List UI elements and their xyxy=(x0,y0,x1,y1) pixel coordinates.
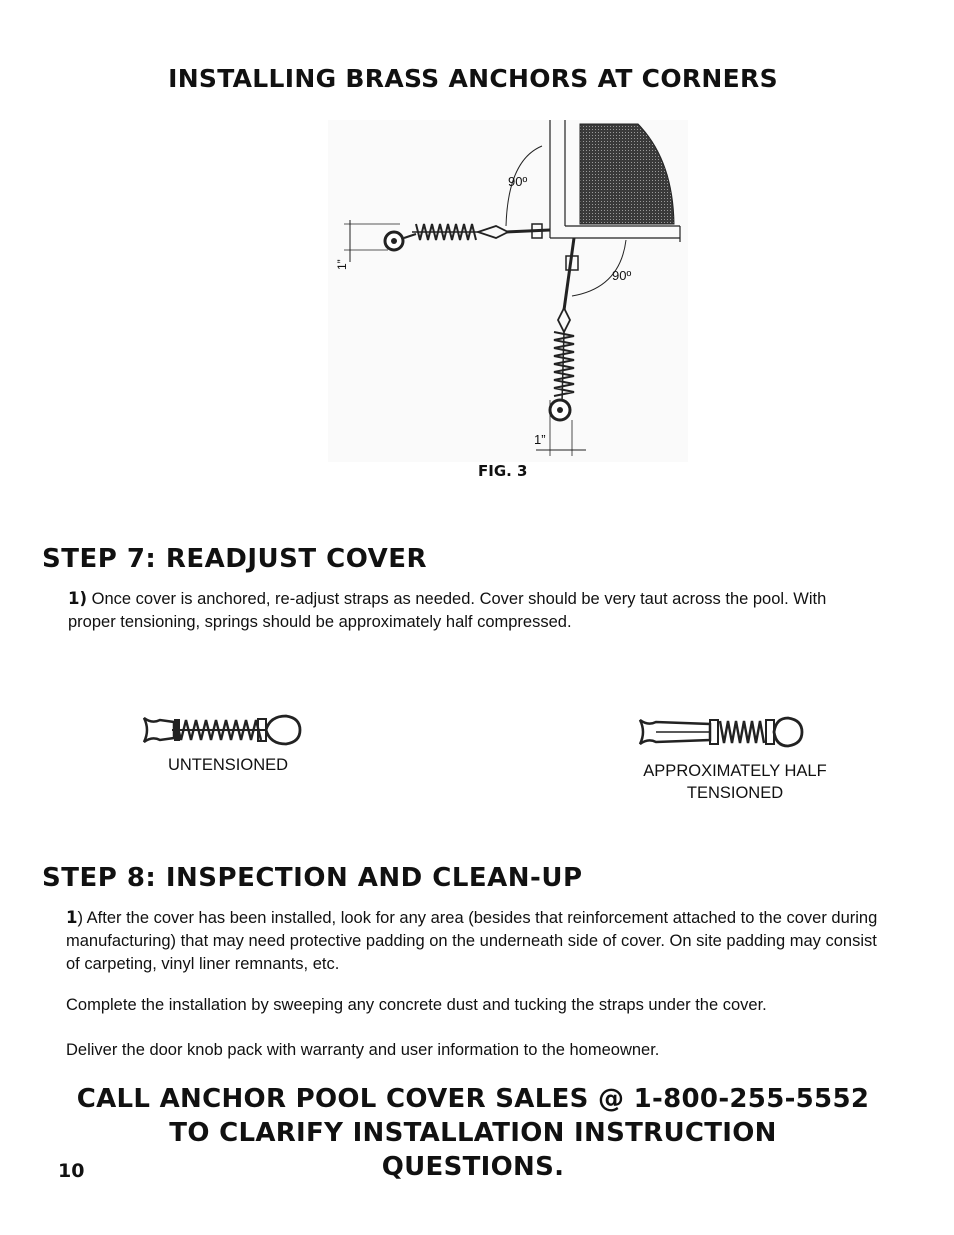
step7-paragraph xyxy=(68,587,868,634)
step7-heading: STEP 7: READJUST COVER xyxy=(42,544,428,574)
angle-label-top: 90º xyxy=(508,174,528,189)
contact-callout xyxy=(0,1082,946,1184)
pool-cover-corner-icon xyxy=(328,120,688,462)
step8-paragraph-3: Deliver the door knob pack with warranty and user information to the homeowner. xyxy=(66,1041,660,1059)
figure-caption: FIG. 3 xyxy=(478,462,528,480)
fig3-diagram xyxy=(328,120,688,462)
untensioned-label: UNTENSIONED xyxy=(167,756,289,774)
step7-item-number: 1) xyxy=(68,589,88,608)
step8-item-number: 1 xyxy=(66,908,78,927)
spring-anchor-icon xyxy=(140,710,304,750)
half-tensioned-label-line2: TENSIONED xyxy=(686,784,784,802)
page-title: INSTALLING BRASS ANCHORS AT CORNERS xyxy=(168,64,778,93)
step8-item-text: ) After the cover has been installed, look for any area (besides that reinforcement attached to the cover during manufacturing) that may need protective padding on the underneath side of cover. On site padding may consist of carpeting, vinyl liner remnants, etc. xyxy=(66,909,878,973)
offset-label-left: 1” xyxy=(335,259,349,270)
offset-label-bottom: 1” xyxy=(534,432,546,447)
page-number: 10 xyxy=(58,1160,85,1182)
half-tensioned-label xyxy=(610,760,860,804)
step8-paragraph-1 xyxy=(66,906,886,976)
spring-anchor-half-tensioned-icon xyxy=(636,710,806,752)
angle-label-bottom: 90º xyxy=(612,268,632,283)
callout-line-3: QUESTIONS. xyxy=(381,1152,565,1182)
callout-line-2: TO CLARIFY INSTALLATION INSTRUCTION xyxy=(169,1118,777,1148)
callout-line-1: CALL ANCHOR POOL COVER SALES @ 1-800-255-5552 xyxy=(76,1084,870,1114)
step7-item-text: Once cover is anchored, re-adjust straps as needed. Cover should be very taut across the pool. With proper tensioning, springs should be approximately half compressed. xyxy=(68,590,827,631)
step8-paragraph-2: Complete the installation by sweeping any concrete dust and tucking the straps under the cover. xyxy=(66,996,767,1014)
half-tensioned-label-line1: APPROXIMATELY HALF xyxy=(643,762,827,780)
step8-heading: STEP 8: INSPECTION AND CLEAN-UP xyxy=(42,863,583,893)
